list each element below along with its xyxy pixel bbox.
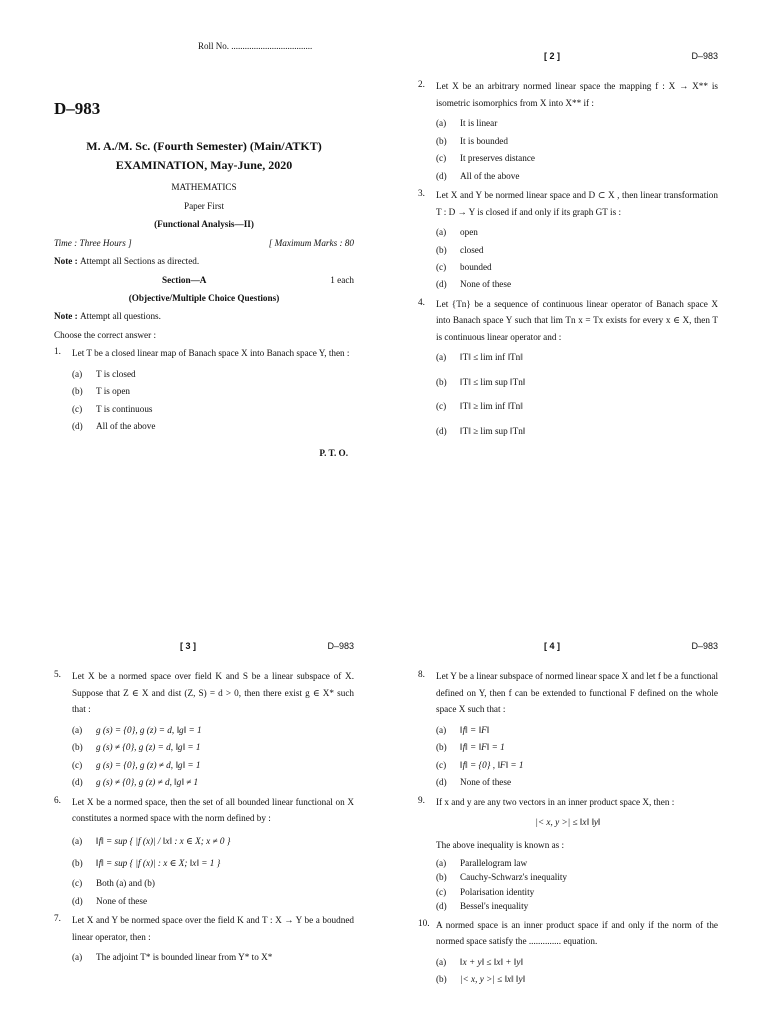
- question-10: [418, 917, 718, 950]
- option: [436, 170, 718, 182]
- question-text: A normed space is an inner product space if and only if the norm of the normed space satisfy the .............. equation.: [436, 919, 718, 947]
- option-text: open: [460, 227, 478, 238]
- option-letter: (a): [436, 956, 447, 967]
- option: [436, 226, 718, 238]
- choose-instruction: Choose the correct answer :: [54, 329, 157, 340]
- note-2-label: Note :: [54, 311, 78, 322]
- page-number: [ 2 ]: [544, 51, 561, 61]
- page-header: [418, 50, 718, 62]
- option: [72, 835, 354, 847]
- option-letter: (d): [436, 777, 447, 788]
- question-3: [418, 187, 718, 220]
- option: [436, 400, 718, 412]
- option-text: ‖f‖ = ‖F‖ = 1: [460, 742, 505, 753]
- option: [436, 724, 718, 736]
- option-letter: (d): [436, 901, 447, 912]
- question-number: 1.: [54, 346, 61, 357]
- option-text: T is continuous: [96, 403, 153, 414]
- option-text: ‖x + y‖ ≤ ‖x‖ + ‖y‖: [460, 956, 524, 967]
- option-text: g (s) = {0}, g (z) ≠ d, ‖g‖ = 1: [96, 759, 201, 770]
- option-letter: (d): [72, 421, 83, 432]
- option-letter: (b): [436, 872, 447, 883]
- option-letter: (b): [436, 244, 447, 255]
- question-text: Let X be a normed space over field K and S be a linear subspace of X. Suppose that Z ∈ X and dist (Z, S) = d > 0, then there exist g ∈ X* such that :: [72, 671, 354, 715]
- exam-title: [54, 137, 354, 175]
- paper-code: D–983: [54, 99, 101, 119]
- option-letter: (c): [436, 401, 447, 412]
- option-letter: (b): [72, 386, 83, 397]
- option-text: T is closed: [96, 368, 136, 379]
- question-5: [54, 668, 354, 718]
- option-text: Cauchy-Schwarz's inequality: [460, 872, 568, 883]
- option-letter: (c): [436, 153, 447, 164]
- option: [72, 420, 354, 432]
- question-text: Let X be a normed space, then the set of all bounded linear functional on X constitutes a normed space with the norm defined by :: [72, 796, 354, 824]
- option: [436, 376, 718, 388]
- option: [72, 741, 354, 753]
- question-7: [54, 912, 354, 945]
- option-letter: (a): [436, 352, 447, 363]
- option-letter: (b): [436, 974, 447, 985]
- note-1: [54, 255, 354, 267]
- question-number: 9.: [418, 794, 425, 805]
- option-text: ‖f‖ = {0} , ‖F‖ = 1: [460, 759, 524, 770]
- option-text: Parallelogram law: [460, 857, 528, 868]
- option-text: ‖T‖ ≤ lim sup ‖Tn‖: [460, 376, 526, 387]
- option-letter: (a): [436, 118, 447, 129]
- option-letter: (c): [72, 759, 83, 770]
- option-letter: (d): [72, 777, 83, 788]
- option-letter: (c): [72, 878, 83, 889]
- question-text: If x and y are any two vectors in an inner product space X, then :: [436, 796, 675, 807]
- option-text: T is open: [96, 386, 131, 397]
- option-letter: (d): [72, 895, 83, 906]
- option-letter: (a): [72, 835, 83, 846]
- option: [72, 403, 354, 415]
- page-4: [418, 640, 718, 991]
- inequality-equation: |< x, y >| ≤ ‖x‖ ‖y‖: [535, 817, 601, 828]
- option-letter: (a): [436, 227, 447, 238]
- option-letter: (a): [436, 724, 447, 735]
- option: [72, 385, 354, 397]
- option: [436, 261, 718, 273]
- question-number: 7.: [54, 913, 61, 924]
- option: [436, 135, 718, 147]
- option-letter: (b): [72, 858, 83, 869]
- page-3: [54, 640, 354, 969]
- option-text: Polarisation identity: [460, 886, 535, 897]
- option-letter: (d): [436, 425, 447, 436]
- section-marks: 1 each: [330, 274, 354, 285]
- header-code: D–983: [691, 641, 718, 651]
- header-code: D–983: [691, 51, 718, 61]
- option-text: bounded: [460, 261, 492, 272]
- option-text: Bessel's inequality: [460, 901, 529, 912]
- question-number: 4.: [418, 296, 425, 307]
- section-subtitle: (Objective/Multiple Choice Questions): [128, 292, 280, 303]
- option-letter: (a): [436, 857, 447, 868]
- time-label: Time : Three Hours ]: [54, 237, 132, 248]
- option-text: g (s) = {0}, g (z) = d, ‖g‖ = 1: [96, 724, 202, 735]
- section-header: [54, 274, 354, 286]
- option: [436, 857, 718, 869]
- question-number: 6.: [54, 794, 61, 805]
- option: [436, 351, 718, 363]
- option-text: ‖f‖ = sup { |f (x)| : x ∈ X; ‖x‖ = 1 }: [96, 858, 221, 869]
- section-title: Section—A: [162, 274, 207, 285]
- option-letter: (c): [436, 886, 447, 897]
- max-marks-label: [ Maximum Marks : 80: [268, 237, 354, 248]
- option: [436, 759, 718, 771]
- option: [72, 895, 354, 907]
- option-text: None of these: [96, 895, 148, 906]
- option: [72, 759, 354, 771]
- option: [436, 886, 718, 898]
- paper-number: Paper First: [183, 200, 225, 211]
- option-text: |< x, y >| ≤ ‖x‖ ‖y‖: [460, 974, 526, 985]
- note-2-text: Attempt all questions.: [80, 311, 161, 322]
- option: [72, 877, 354, 889]
- option-text: All of the above: [460, 170, 520, 181]
- note-1-label: Note :: [54, 256, 78, 267]
- option-text: ‖f‖ = sup { |f (x)| / ‖x‖ : x ∈ X; x ≠ 0 }: [96, 835, 231, 846]
- question-2: [418, 78, 718, 111]
- option: [436, 278, 718, 290]
- option: [436, 152, 718, 164]
- question-number: 2.: [418, 79, 425, 90]
- option-letter: (a): [72, 952, 83, 963]
- option: [436, 244, 718, 256]
- option-letter: (a): [72, 724, 83, 735]
- roll-number-label: Roll No. ....................................: [198, 41, 313, 51]
- subject: MATHEMATICS: [171, 182, 237, 193]
- option: [72, 857, 354, 869]
- page-number: [ 3 ]: [180, 641, 197, 651]
- option: [72, 368, 354, 380]
- option: [436, 117, 718, 129]
- option-letter: (b): [436, 742, 447, 753]
- option: [436, 871, 718, 883]
- question-text: Let Y be a linear subspace of normed linear space X and let f be a functional defined on Y, then f can be extended to functional F defined on the whole space X such that :: [436, 671, 718, 715]
- question-6: [54, 794, 354, 827]
- option-letter: (b): [436, 376, 447, 387]
- option: [72, 951, 354, 963]
- option-text: ‖T‖ ≤ lim inf ‖Tn‖: [460, 352, 523, 363]
- question-text: Let X and Y be normed space over the field K and T : X → Y be a boudned linear operator, then :: [72, 915, 354, 942]
- option: [436, 900, 718, 912]
- question-8: [418, 668, 718, 718]
- option-text: None of these: [460, 777, 512, 788]
- page-header: [54, 640, 354, 652]
- question-9: [418, 794, 718, 811]
- question-text: Let {Tn} be a sequence of continuous linear operator of Banach space X into Banach space Y such that lim Tn x = Tx exists for every x ∈ X, then T is continuous linear operator and :: [436, 298, 718, 342]
- option-text: ‖T‖ ≥ lim inf ‖Tn‖: [460, 401, 523, 412]
- option-letter: (c): [436, 759, 447, 770]
- option: [436, 425, 718, 437]
- paper-title: (Functional Analysis—II): [154, 219, 254, 230]
- option-letter: (d): [436, 279, 447, 290]
- option-text: ‖f‖ = ‖F‖: [460, 724, 490, 735]
- option: [436, 776, 718, 788]
- option-letter: (a): [72, 368, 83, 379]
- header-code: D–983: [327, 641, 354, 651]
- question-text: Let X be an arbitrary normed linear space the mapping f : X → X** is isometric isomorphics from X into X** if :: [436, 81, 718, 108]
- pto-label: P. T. O.: [319, 447, 348, 458]
- known-as-text: The above inequality is known as :: [436, 839, 565, 850]
- option-text: ‖T‖ ≥ lim sup ‖Tn‖: [460, 425, 526, 436]
- option: [72, 776, 354, 788]
- option: [436, 973, 718, 985]
- page-header: [418, 640, 718, 652]
- page-1: [54, 40, 354, 459]
- question-number: 10.: [418, 917, 430, 928]
- option-text: closed: [460, 244, 484, 255]
- question-number: 8.: [418, 669, 425, 680]
- option-text: It is bounded: [460, 135, 508, 146]
- option-text: Both (a) and (b): [96, 878, 155, 889]
- option-text: g (s) ≠ {0}, g (z) = d, ‖g‖ = 1: [96, 742, 201, 753]
- exam-line-1: M. A./M. Sc. (Fourth Semester) (Main/ATKT): [86, 139, 322, 154]
- option-letter: (b): [72, 742, 83, 753]
- option-text: It is linear: [460, 118, 498, 129]
- question-1: [54, 345, 354, 362]
- option: [436, 956, 718, 968]
- note-1-text: Attempt all Sections as directed.: [80, 256, 200, 267]
- question-text: Let T be a closed linear map of Banach space X into Banach space Y, then :: [72, 348, 350, 359]
- page-number: [ 4 ]: [544, 641, 561, 651]
- option: [436, 741, 718, 753]
- option-letter: (c): [436, 261, 447, 272]
- exam-line-2: EXAMINATION, May-June, 2020: [115, 158, 293, 173]
- page-2: [418, 50, 718, 442]
- option-letter: (b): [436, 135, 447, 146]
- question-number: 5.: [54, 669, 61, 680]
- option: [72, 724, 354, 736]
- option-letter: (d): [436, 170, 447, 181]
- question-4: [418, 296, 718, 346]
- question-number: 3.: [418, 187, 425, 198]
- option-text: It preserves distance: [460, 153, 535, 164]
- time-marks-row: [54, 237, 354, 249]
- option-text: All of the above: [96, 421, 156, 432]
- question-text: Let X and Y be normed linear space and D ⊂ X , then linear transformation T : D → Y is closed if and only if its graph GT is :: [436, 189, 718, 217]
- note-2: [54, 310, 354, 322]
- option-text: g (s) ≠ {0}, g (z) ≠ d, ‖g‖ ≠ 1: [96, 777, 199, 788]
- option-text: The adjoint T* is bounded linear from Y* to X*: [96, 952, 273, 963]
- option-letter: (c): [72, 403, 83, 414]
- option-text: None of these: [460, 279, 512, 290]
